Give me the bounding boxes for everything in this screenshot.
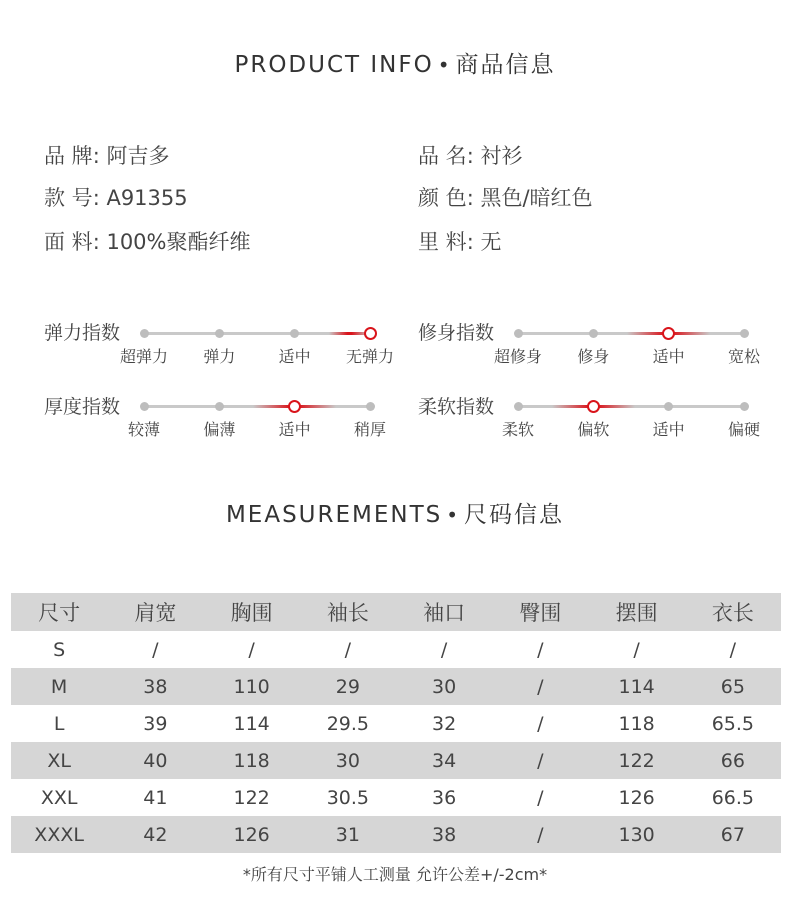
product-info-title [0, 46, 790, 79]
scale-marker-selected [587, 400, 600, 413]
size-table-header: 袖长 [326, 601, 369, 625]
measurement-cell: / [537, 749, 544, 772]
size-label-cell: L [53, 712, 65, 735]
info-product-name [418, 140, 522, 170]
scale-marker [290, 329, 299, 338]
size-label-cell: S [53, 638, 66, 661]
scale-option-label: 超弹力 [119, 347, 169, 366]
scale-option-label: 弹力 [203, 347, 236, 366]
scale-marker [740, 402, 749, 411]
measurement-cell: 118 [233, 749, 270, 772]
measurement-cell: 34 [432, 749, 457, 772]
size-label-cell: XXXL [34, 823, 84, 846]
info-sep: : [466, 144, 474, 168]
index-scale-softness [501, 397, 761, 439]
measurement-cell: 66 [720, 749, 745, 772]
index-label-elasticity: 弹力指数 [44, 322, 121, 344]
scale-option-label: 适中 [278, 420, 311, 439]
table-row [11, 742, 781, 779]
measurement-cell: 66.5 [711, 786, 755, 809]
measurement-cell: 30.5 [326, 786, 370, 809]
scale-option-label: 稍厚 [353, 420, 387, 439]
info-style-label: 款 号 [44, 186, 93, 210]
size-table-header-row [11, 593, 781, 631]
measurements-title-cn: 尺码信息 [464, 502, 565, 528]
size-table-header: 袖口 [423, 601, 466, 625]
scale-option-label: 较薄 [127, 420, 161, 439]
scale-option-label: 柔软 [501, 420, 535, 439]
measurement-cell: 65 [720, 675, 745, 698]
scale-marker [740, 329, 749, 338]
scale-option-label: 偏软 [577, 420, 610, 439]
size-label-cell: M [50, 675, 68, 698]
measurement-cell: 30 [335, 749, 360, 772]
measurement-cell: 39 [143, 712, 168, 735]
info-color-value: 黑色/暗红色 [480, 186, 593, 210]
info-style-value: A91355 [106, 186, 188, 210]
info-lining [418, 226, 501, 256]
index-scale-fit [493, 324, 761, 366]
measurement-cell: 41 [143, 786, 168, 809]
measurement-cell: 65.5 [711, 712, 755, 735]
info-style-no [44, 182, 188, 212]
info-fabric [44, 226, 251, 256]
info-color-label: 颜 色 [418, 186, 467, 210]
info-sep: : [92, 144, 100, 168]
index-label-fit: 修身指数 [418, 322, 495, 344]
scale-marker [215, 329, 224, 338]
size-table-header: 衣长 [711, 601, 754, 625]
scale-option-label: 修身 [577, 347, 610, 366]
scale-marker [366, 402, 375, 411]
measurement-cell: / [440, 638, 448, 661]
size-table [11, 593, 781, 853]
scale-option-label: 宽松 [727, 347, 761, 366]
info-brand [44, 140, 169, 170]
title-dot: • [437, 53, 452, 77]
info-sep: : [92, 186, 100, 210]
measurement-cell: 32 [432, 712, 457, 735]
measurement-cell: 67 [720, 823, 745, 846]
title-dot: • [446, 503, 461, 527]
measurement-footnote: *所有尺寸平铺人工测量 允许公差+/-2cm* [242, 865, 548, 884]
measurements-title-en: MEASUREMENTS [225, 502, 443, 528]
info-color [418, 182, 593, 212]
index-scale-elasticity [119, 324, 395, 366]
size-table-header: 臀围 [519, 601, 562, 625]
measurement-cell: / [633, 638, 640, 661]
measurement-cell: 122 [618, 749, 655, 772]
table-row [11, 779, 781, 816]
measurement-cell: 114 [618, 675, 655, 698]
measurement-cell: 118 [618, 712, 655, 735]
index-scale-thickness [127, 397, 387, 439]
measurement-cell: 114 [233, 712, 270, 735]
measurement-cell: 36 [432, 786, 457, 809]
product-info-title-cn: 商品信息 [455, 52, 556, 78]
measurement-cell: 30 [432, 675, 457, 698]
index-label-softness: 柔软指数 [418, 396, 495, 418]
measurement-cell: 29.5 [326, 712, 370, 735]
info-fabric-value: 100%聚酯纤维 [106, 230, 251, 254]
size-table-header: 胸围 [230, 601, 273, 625]
scale-option-label: 超修身 [493, 347, 543, 366]
measurement-cell: / [729, 638, 737, 661]
info-sep: : [92, 230, 100, 254]
size-label-cell: XL [47, 749, 71, 772]
measurement-cell: 122 [233, 786, 270, 809]
info-fabric-label: 面 料 [44, 230, 93, 254]
info-sep: : [466, 230, 474, 254]
measurement-cell: 110 [233, 675, 270, 698]
table-row [11, 816, 781, 853]
measurement-cell: 38 [432, 823, 457, 846]
scale-option-label: 适中 [652, 347, 685, 366]
info-lining-value: 无 [480, 230, 502, 254]
size-table-header: 肩宽 [134, 601, 177, 625]
info-brand-value: 阿吉多 [106, 144, 170, 168]
measurement-cell: / [152, 638, 159, 661]
info-name-value: 衬衫 [480, 144, 523, 168]
measurement-cell: / [248, 638, 255, 661]
index-label-thickness: 厚度指数 [44, 396, 121, 418]
measurement-cell: / [537, 823, 544, 846]
measurement-cell: / [537, 638, 544, 661]
measurement-cell: / [344, 638, 352, 661]
scale-marker [514, 402, 523, 411]
measurement-cell: 38 [143, 675, 168, 698]
scale-marker-selected [364, 327, 377, 340]
scale-marker-selected [288, 400, 301, 413]
info-lining-label: 里 料 [418, 230, 467, 254]
info-brand-label: 品 牌 [44, 144, 93, 168]
product-info-title-en: PRODUCT INFO [234, 52, 434, 78]
scale-marker [215, 402, 224, 411]
scale-option-label: 适中 [652, 420, 685, 439]
info-sep: : [466, 186, 474, 210]
table-row [11, 668, 781, 705]
table-row [11, 705, 781, 742]
measurement-cell: 42 [143, 823, 168, 846]
info-name-label: 品 名 [418, 144, 467, 168]
measurement-cell: / [537, 786, 544, 809]
measurement-cell: 130 [618, 823, 655, 846]
measurement-cell: 31 [335, 823, 360, 846]
scale-marker [589, 329, 598, 338]
measurement-cell: 40 [143, 749, 168, 772]
scale-marker [514, 329, 523, 338]
scale-option-label: 适中 [278, 347, 311, 366]
measurement-cell: 126 [618, 786, 655, 809]
measurements-title [0, 496, 790, 529]
size-label-cell: XXL [40, 786, 78, 809]
scale-option-label: 偏薄 [203, 420, 236, 439]
measurement-cell: 126 [233, 823, 270, 846]
measurement-cell: / [537, 675, 544, 698]
scale-marker [140, 329, 149, 338]
scale-option-label: 无弹力 [345, 347, 395, 366]
scale-marker [664, 402, 673, 411]
scale-marker [140, 402, 149, 411]
scale-marker-selected [662, 327, 675, 340]
table-row [11, 631, 781, 668]
scale-option-label: 偏硬 [727, 420, 761, 439]
measurement-cell: 29 [335, 675, 360, 698]
measurement-cell: / [537, 712, 544, 735]
size-table-header: 尺寸 [38, 601, 81, 625]
size-table-header: 摆围 [615, 601, 658, 625]
